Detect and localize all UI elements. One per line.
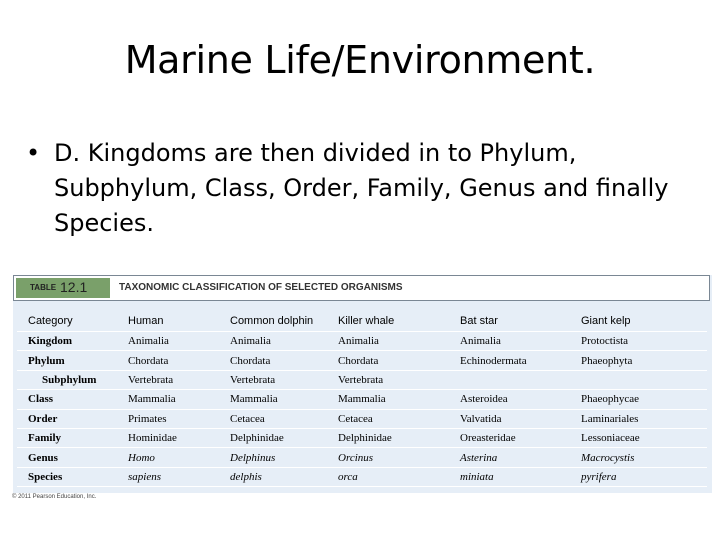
table-cell: Oreasteridae [449, 428, 570, 447]
slide-title: Marine Life/Environment. [124, 38, 596, 82]
table-cell: Echinodermata [449, 351, 570, 370]
category-cell: Subphylum [17, 370, 117, 389]
table-cell: Cetacea [219, 409, 327, 428]
table-cell: Primates [117, 409, 219, 428]
table-cell: Chordata [219, 351, 327, 370]
table-header-bar [13, 275, 710, 301]
category-cell: Genus [17, 448, 117, 467]
table-cell: Cetacea [327, 409, 449, 428]
table-cell: Asterina [449, 448, 570, 467]
table-cell: pyrifera [570, 467, 707, 486]
bullet-text: D. Kingdoms are then divided in to Phylum, Subphylum, Class, Order, Family, Genus and finally Species. [54, 139, 669, 237]
table-cell: Orcinus [327, 448, 449, 467]
table-cell: miniata [449, 467, 570, 486]
table-cell: Delphinidae [327, 428, 449, 447]
table-cell: Animalia [117, 332, 219, 351]
table-cell: Chordata [117, 351, 219, 370]
column-header: Common dolphin [219, 311, 327, 332]
table-cell: Mammalia [219, 390, 327, 409]
column-header: Category [17, 311, 117, 332]
table-cell: Chordata [327, 351, 449, 370]
table-row [17, 467, 707, 486]
table-cell: Animalia [327, 332, 449, 351]
category-cell: Species [17, 467, 117, 486]
table-cell: orca [327, 467, 449, 486]
table-cell: Animalia [219, 332, 327, 351]
table-row [17, 428, 707, 447]
table-cell: Vertebrata [219, 370, 327, 389]
table-row [17, 332, 707, 351]
column-header: Giant kelp [570, 311, 707, 332]
table-cell: Vertebrata [117, 370, 219, 389]
table-cell [449, 370, 570, 389]
table-cell: Phaeophyta [570, 351, 707, 370]
table-row [17, 409, 707, 428]
category-cell: Kingdom [17, 332, 117, 351]
column-header: Killer whale [327, 311, 449, 332]
table-number: 12.1 [60, 279, 88, 295]
category-cell: Family [17, 428, 117, 447]
table-row [17, 390, 707, 409]
taxonomy-table [17, 311, 707, 487]
table-cell [570, 370, 707, 389]
table-cell: Mammalia [327, 390, 449, 409]
table-cell: Mammalia [117, 390, 219, 409]
table-cell: Asteroidea [449, 390, 570, 409]
table-header-row [17, 311, 707, 332]
table-number-tag [16, 278, 110, 298]
taxonomy-table-figure [13, 275, 712, 493]
table-cell: Hominidae [117, 428, 219, 447]
table-cell: Vertebrata [327, 370, 449, 389]
table-cell: Valvatida [449, 409, 570, 428]
table-cell: Delphinidae [219, 428, 327, 447]
bullet-marker: • [26, 139, 41, 167]
column-header: Human [117, 311, 219, 332]
table-cell: Protoctista [570, 332, 707, 351]
category-cell: Phylum [17, 351, 117, 370]
category-cell: Order [17, 409, 117, 428]
table-cell: Homo [117, 448, 219, 467]
table-cell: Delphinus [219, 448, 327, 467]
table-row [17, 351, 707, 370]
column-header: Bat star [449, 311, 570, 332]
copyright-notice: © 2011 Pearson Education, Inc. [12, 494, 97, 500]
category-cell: Class [17, 390, 117, 409]
table-cell: Laminariales [570, 409, 707, 428]
table-label: TABLE [30, 283, 57, 292]
table-cell: delphis [219, 467, 327, 486]
table-row [17, 370, 707, 389]
table-cell: Phaeophycae [570, 390, 707, 409]
table-cell: Macrocystis [570, 448, 707, 467]
table-cell: Animalia [449, 332, 570, 351]
table-cell: Lessoniaceae [570, 428, 707, 447]
table-caption: TAXONOMIC CLASSIFICATION OF SELECTED ORGANISMS [119, 282, 403, 293]
table-row [17, 448, 707, 467]
table-cell: sapiens [117, 467, 219, 486]
